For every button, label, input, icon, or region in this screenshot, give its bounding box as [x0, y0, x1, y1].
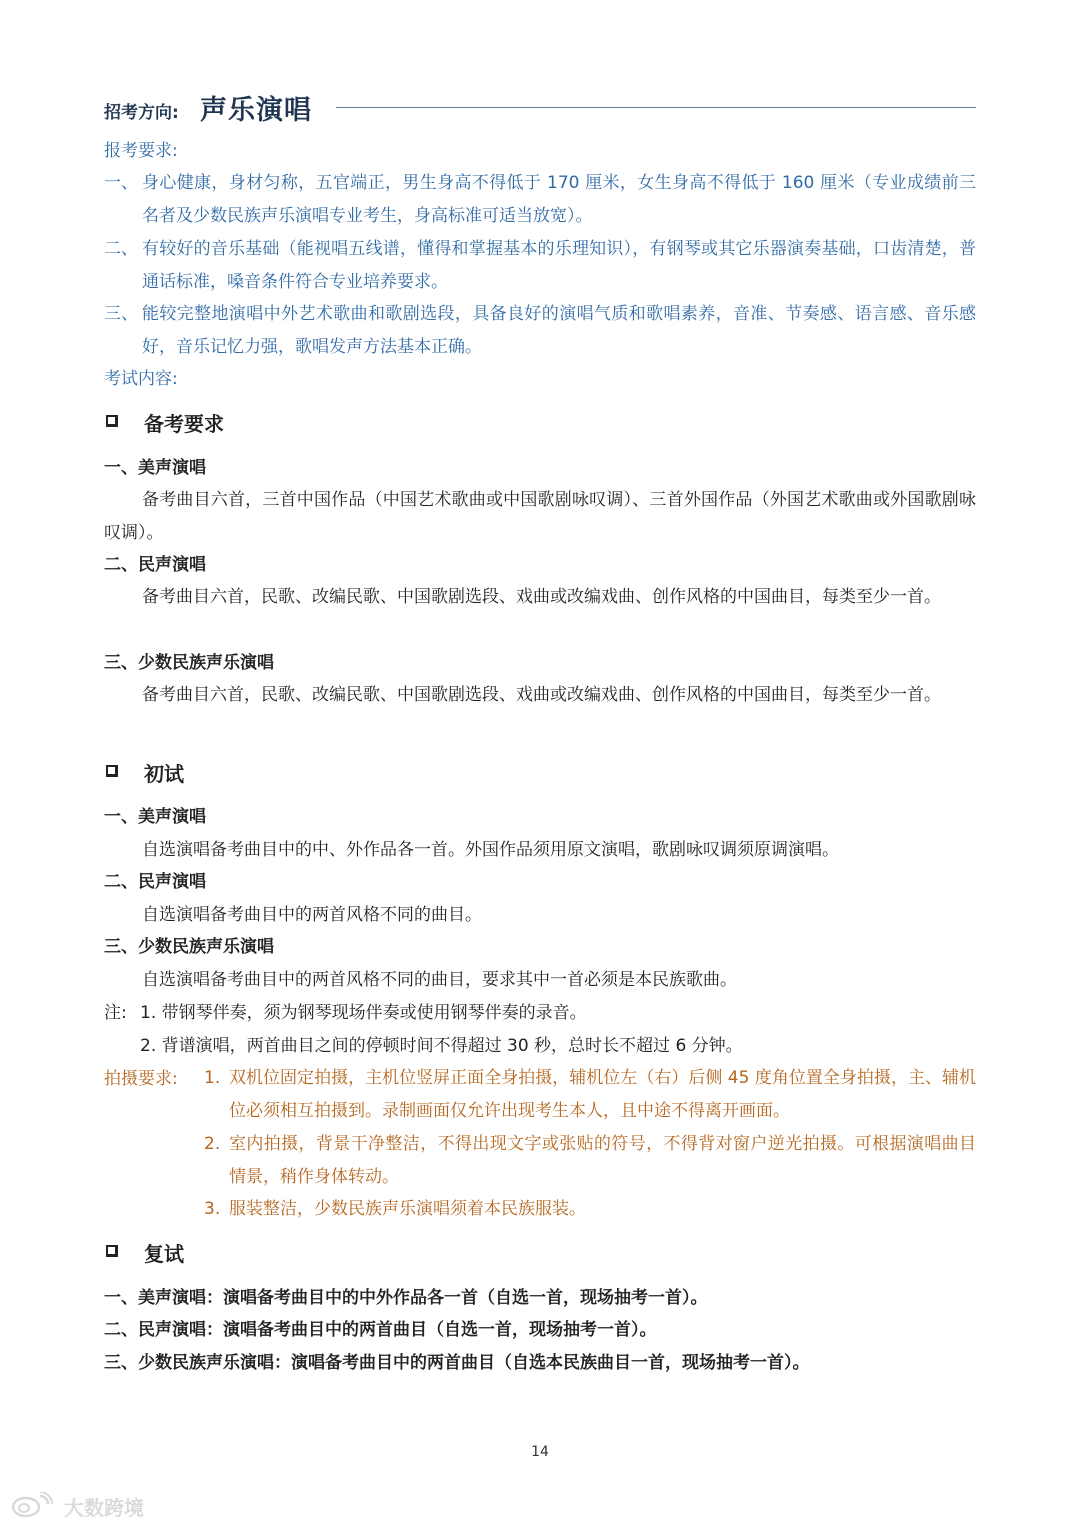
requirement-text: 有较好的音乐基础（能视唱五线谱，懂得和掌握基本的乐理知识），有钢琴或其它乐器演奏基础，口齿清楚，普通话标准，嗓音条件符合专业培养要求。 — [142, 239, 976, 292]
page-title: 声乐演唱 — [200, 95, 312, 126]
item-heading: 一、美声演唱 — [104, 458, 206, 478]
item-heading: 二、民声演唱 — [104, 872, 206, 892]
shooting-text: 室内拍摄，背景干净整洁，不得出现文字或张贴的符号，不得背对窗户逆光拍摄。可根据演唱曲目情景，稍作身体转动。 — [229, 1134, 976, 1187]
shooting-text: 双机位固定拍摄，主机位竖屏正面全身拍摄，辅机位左（右）后侧 45 度角位置全身拍摄，主、辅机位必须相互拍摄到。录制画面仅允许出现考生本人，且中途不得离开画面。 — [229, 1068, 976, 1121]
section-title: 复试 — [144, 1242, 184, 1266]
checkbox-square-icon — [106, 415, 118, 427]
requirement-text: 能较完整地演唱中外艺术歌曲和歌剧选段，具备良好的演唱气质和歌唱素养，音准、节奏感、语言感、音乐感好，音乐记忆力强，歌唱发声方法基本正确。 — [142, 304, 976, 357]
shooting-number: 3. — [204, 1199, 221, 1219]
item-heading: 三、少数民族声乐演唱 — [104, 937, 274, 957]
page-header — [104, 86, 976, 126]
item-text: 备考曲目六首，三首中国作品（中国艺术歌曲或中国歌剧咏叹调）、三首外国作品（外国艺术歌曲或外国歌剧咏叹调）。 — [104, 490, 976, 543]
item-text: 自选演唱备考曲目中的两首风格不同的曲目，要求其中一首必须是本民族歌曲。 — [142, 970, 737, 990]
watermark-text: 大数跨境 — [64, 1496, 144, 1520]
note-item: 1. 带钢琴伴奏，须为钢琴现场伴奏或使用钢琴伴奏的录音。 — [140, 1003, 587, 1023]
item-heading: 一、美声演唱 — [104, 807, 206, 827]
section-title: 备考要求 — [144, 412, 224, 436]
shooting-text: 服装整洁，少数民族声乐演唱须着本民族服装。 — [229, 1199, 586, 1219]
page-number: 14 — [531, 1444, 549, 1460]
shooting-number: 1. — [204, 1068, 221, 1088]
requirements-label: 报考要求: — [104, 141, 178, 161]
item-text: 备考曲目六首，民歌、改编民歌、中国歌剧选段、戏曲或改编戏曲、创作风格的中国曲目，每类至少一首。 — [142, 685, 941, 705]
shooting-number: 2. — [204, 1134, 221, 1154]
item-text: 备考曲目六首，民歌、改编民歌、中国歌剧选段、戏曲或改编戏曲、创作风格的中国曲目，每类至少一首。 — [142, 587, 941, 607]
item-heading: 二、民声演唱 — [104, 555, 206, 575]
retest-item: 三、少数民族声乐演唱：演唱备考曲目中的两首曲目（自选本民族曲目一首，现场抽考一首）。 — [104, 1353, 810, 1373]
retest-item: 二、民声演唱：演唱备考曲目中的两首曲目（自选一首，现场抽考一首）。 — [104, 1320, 657, 1340]
checkbox-square-icon — [106, 1245, 118, 1257]
section-title: 初试 — [144, 762, 184, 786]
requirement-number: 一、 — [104, 173, 138, 193]
requirement-text: 身心健康，身材匀称，五官端正，男生身高不得低于 170 厘米，女生身高不得低于 160 厘米（专业成绩前三名者及少数民族声乐演唱专业考生，身高标准可适当放宽）。 — [142, 173, 976, 226]
requirement-number: 二、 — [104, 239, 138, 259]
requirement-number: 三、 — [104, 304, 138, 324]
weibo-icon — [10, 1492, 56, 1518]
retest-item: 一、美声演唱：演唱备考曲目中的中外作品各一首（自选一首，现场抽考一首）。 — [104, 1288, 708, 1308]
requirement-item — [104, 298, 976, 364]
note-item: 2. 背谱演唱，两首曲目之间的停顿时间不得超过 30 秒，总时长不超过 6 分钟。 — [140, 1036, 743, 1056]
note-label: 注: — [104, 1003, 127, 1023]
checkbox-square-icon — [106, 765, 118, 777]
item-text: 自选演唱备考曲目中的中、外作品各一首。外国作品须用原文演唱，歌剧咏叹调须原调演唱。 — [142, 840, 839, 860]
item-heading: 三、少数民族声乐演唱 — [104, 653, 274, 673]
header-rule — [336, 107, 976, 108]
exam-content-label: 考试内容: — [104, 369, 178, 389]
item-text: 自选演唱备考曲目中的两首风格不同的曲目。 — [142, 905, 482, 925]
header-lead: 招考方向: — [104, 103, 179, 123]
requirement-item — [104, 167, 976, 233]
requirement-item — [104, 233, 976, 299]
shooting-label: 拍摄要求: — [104, 1069, 178, 1089]
